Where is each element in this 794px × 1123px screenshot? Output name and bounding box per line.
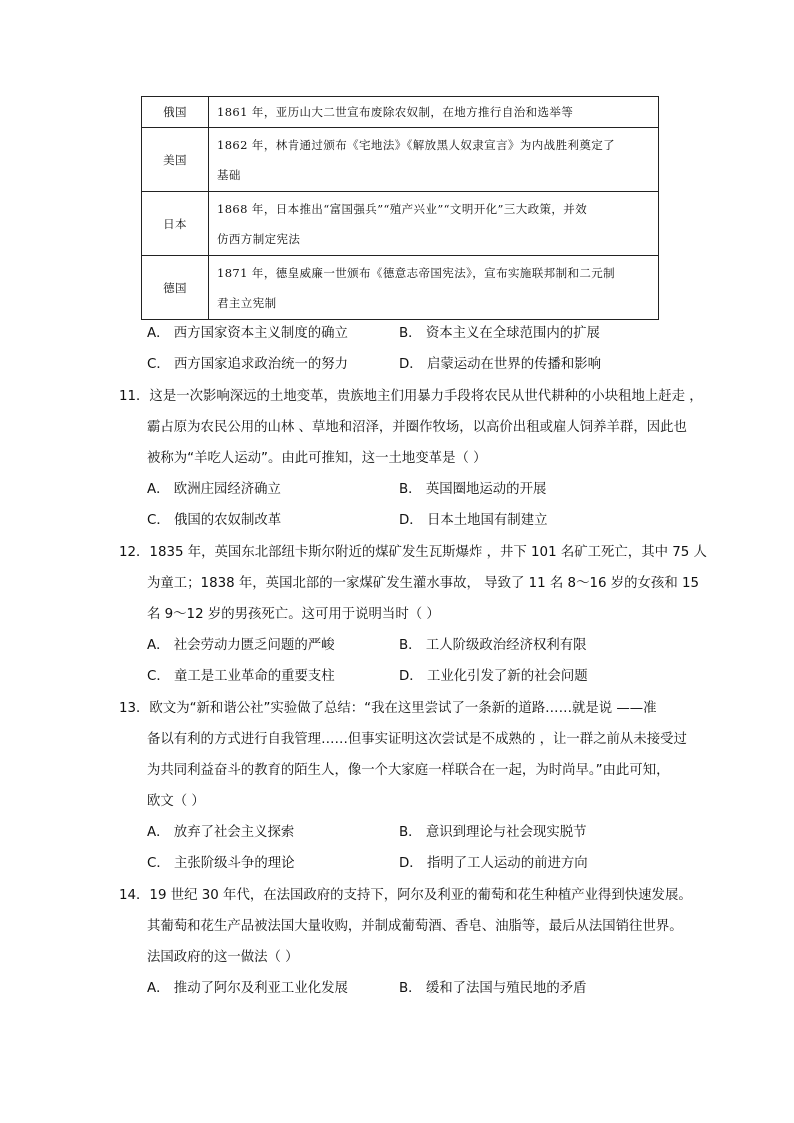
q10-option-b: B． 资本主义在全球范围内的扩展: [399, 326, 600, 341]
q11-stem-line: 霸占原为农民公用的山林 、草地和沼泽，并圈作牧场，以高价出租或雇人饲养羊群，因此也: [147, 420, 687, 435]
table-row: [142, 128, 659, 192]
event-cell: [209, 128, 659, 192]
q11-option-a: A． 欧洲庄园经济确立: [147, 482, 281, 497]
event-line: 1871 年，德皇威廉一世颁布《德意志帝国宪法》，宣布实施联邦制和二元制: [217, 265, 616, 280]
q13-option-b: B． 意识到理论与社会现实脱节: [399, 825, 587, 840]
event-line: 1861 年，亚历山大二世宣布废除农奴制，在地方推行自治和选举等: [217, 105, 574, 119]
q11-option-b: B． 英国圈地运动的开展: [399, 482, 547, 497]
q12-option-c: C． 童工是工业革命的重要支柱: [147, 669, 335, 684]
q14-stem-line: 法国政府的这一做法（ ）: [147, 950, 299, 965]
q12-stem-line: 名 9～12 岁的男孩死亡。这可用于说明当时（ ）: [147, 607, 440, 622]
q13-stem-line: 为共同利益奋斗的教育的陌生人，像一个大家庭一样联合在一起，为时尚早。”由此可知，: [147, 763, 670, 778]
event-cell: [209, 192, 659, 256]
q13-option-c: C． 主张阶级斗争的理论: [147, 856, 295, 871]
q10-option-a: A． 西方国家资本主义制度的确立: [147, 326, 348, 341]
q13-option-a: A． 放弃了社会主义探索: [147, 825, 295, 840]
table-row: [142, 97, 659, 128]
q13-stem-line: 欧文（ ）: [147, 794, 205, 809]
country-cell: 俄国: [142, 97, 209, 128]
country-cell: 德国: [142, 256, 209, 320]
q12-option-d: D． 工业化引发了新的社会问题: [399, 669, 588, 684]
event-line: 仿西方制定宪法: [217, 231, 301, 246]
q10-option-c: C． 西方国家追求政治统一的努力: [147, 357, 349, 372]
q12-stem-line: 为童工；1838 年，英国北部的一家煤矿发生灌水事故， 导致了 11 名 8～16 岁的女孩和 15: [147, 576, 700, 591]
event-line: 1868 年，日本推出“富国强兵”“殖产兴业”“文明开化”三大政策，并效: [217, 201, 588, 216]
q13-stem-line: 备以有利的方式进行自我管理……但事实证明这次尝试是不成熟的 ，让一群之前从未接受过: [147, 732, 687, 747]
q11-option-c: C． 俄国的农奴制改革: [147, 513, 282, 528]
q11-option-d: D． 日本土地国有制建立: [399, 513, 548, 528]
q13-stem-line: 13．欧文为“新和谐公社”实验做了总结：“我在这里尝试了一条新的道路……就是说 ——准: [119, 701, 657, 716]
q10-option-d: D． 启蒙运动在世界的传播和影响: [399, 357, 602, 372]
q14-stem-line: 14．19 世纪 30 年代，在法国政府的支持下，阿尔及利亚的葡萄和花生种植产业得到快速发展。: [119, 888, 692, 903]
reform-table: [141, 96, 659, 320]
table-row: [142, 256, 659, 320]
event-line: 君主立宪制: [217, 295, 277, 310]
event-cell: [209, 97, 659, 128]
q14-stem-line: 其葡萄和花生产品被法国大量收购，并制成葡萄酒、香皂、油脂等，最后从法国销往世界。: [147, 919, 683, 934]
q14-option-b: B． 缓和了法国与殖民地的矛盾: [399, 981, 587, 996]
country-cell: 日本: [142, 192, 209, 256]
country-cell: 美国: [142, 128, 209, 192]
q11-stem-line: 11．这是一次影响深远的土地变革，贵族地主们用暴力手段将农民从世代耕种的小块租地上赶走 ，: [119, 389, 703, 404]
q14-option-a: A． 推动了阿尔及利亚工业化发展: [147, 981, 348, 996]
table-row: [142, 192, 659, 256]
q11-stem-line: 被称为“羊吃人运动”。由此可推知，这一土地变革是（ ）: [147, 451, 487, 466]
q12-stem-line: 12．1835 年，英国东北部纽卡斯尔附近的煤矿发生瓦斯爆炸 ，井下 101 名矿工死亡，其中 75 人: [119, 545, 707, 560]
event-line: 基础: [217, 167, 241, 182]
event-cell: [209, 256, 659, 320]
q12-option-b: B． 工人阶级政治经济权利有限: [399, 638, 587, 653]
q12-option-a: A． 社会劳动力匮乏问题的严峻: [147, 638, 335, 653]
event-line: 1862 年，林肯通过颁布《宅地法》《解放黑人奴隶宣言》为内战胜利奠定了: [217, 137, 616, 152]
q13-option-d: D． 指明了工人运动的前进方向: [399, 856, 588, 871]
